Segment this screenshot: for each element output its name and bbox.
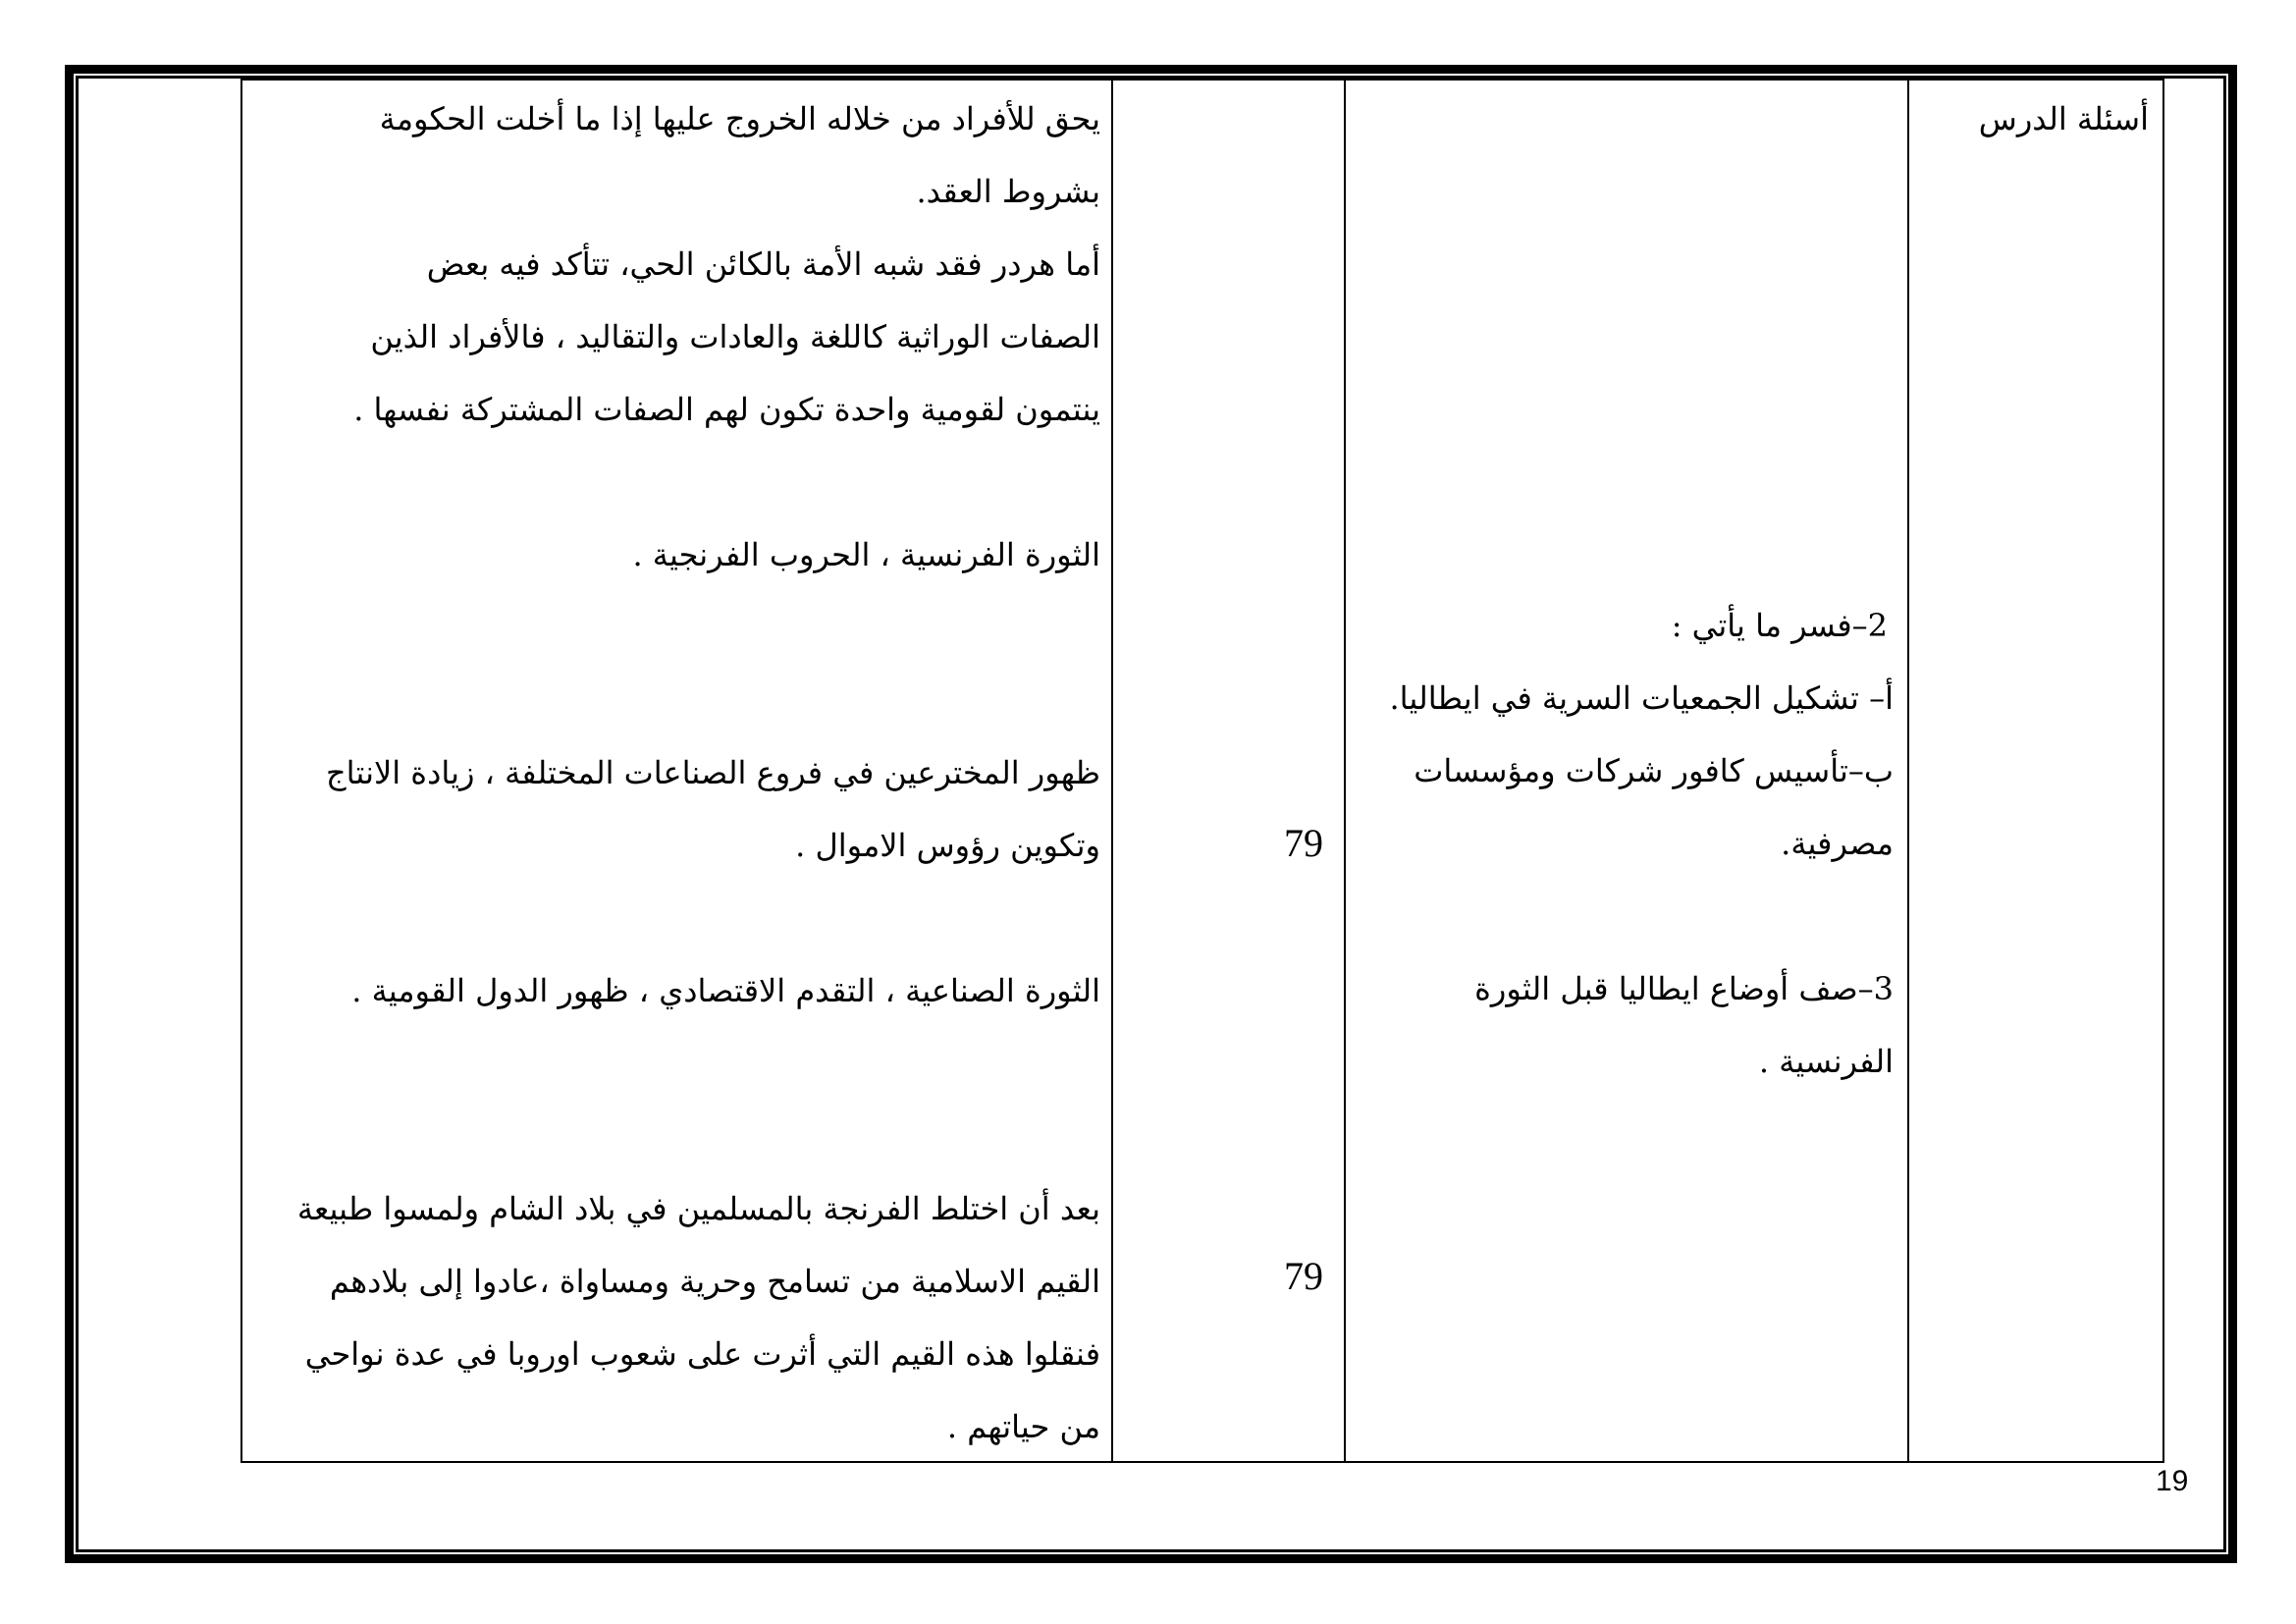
answer-4-line1: ظهور المخترعين في فروع الصناعات المختلفة ، زيادة الانتاج bbox=[326, 754, 1100, 791]
answer-1-line1: يحق للأفراد من خلاله الخروج عليها إذا ما أخلت الحكومة bbox=[379, 100, 1100, 137]
table-border-top bbox=[240, 79, 2164, 81]
spacer bbox=[297, 664, 1100, 736]
answer-6-line3: فنقلوا هذه القيم التي أثرت على شعوب اوروبا في عدة نواحي bbox=[304, 1335, 1100, 1373]
answer-2-line3: ينتمون لقومية واحدة تكون لهم الصفات المشتركة نفسها . bbox=[353, 391, 1100, 428]
questions-column bbox=[1389, 589, 1894, 1098]
question-2-b-line1: ب–تأسيس كافور شركات ومؤسسات bbox=[1414, 752, 1894, 789]
page-ref-2: 79 bbox=[1284, 1254, 1323, 1298]
table-border-right bbox=[2163, 79, 2164, 1463]
answer-6-line2: القيم الاسلامية من تسامح وحرية ومساواة ،عادوا إلى بلادهم bbox=[329, 1263, 1100, 1300]
column-divider-questions bbox=[1907, 79, 1909, 1463]
answer-6-line4: من حياتهم . bbox=[946, 1408, 1100, 1445]
spacer bbox=[1389, 880, 1894, 952]
question-3-line2: الفرنسية . bbox=[1758, 1043, 1894, 1080]
answer-6-line1: بعد أن اختلط الفرنجة بالمسلمين في بلاد الشام ولمسوا طبيعة bbox=[296, 1190, 1100, 1227]
lesson-questions-header: أسئلة الدرس bbox=[1978, 100, 2149, 137]
answer-5: الثورة الصناعية ، التقدم الاقتصادي ، ظهور الدول القومية . bbox=[351, 972, 1100, 1009]
spacer bbox=[297, 591, 1100, 664]
page-number: 19 bbox=[2156, 1465, 2189, 1497]
question-2-a: أ– تشكيل الجمعيات السرية في ايطاليا. bbox=[1389, 679, 1894, 717]
question-2-title: 2–فسر ما يأتي : bbox=[1671, 607, 1888, 644]
spacer bbox=[297, 446, 1100, 518]
answer-2-line2: الصفات الوراثية كاللغة والعادات والتقاليد ، فالأفراد الذين bbox=[370, 318, 1100, 355]
answers-column bbox=[297, 82, 1100, 1463]
answer-1-line2: بشروط العقد. bbox=[916, 173, 1100, 210]
column-divider-answers bbox=[1111, 79, 1113, 1463]
page-ref-1: 79 bbox=[1284, 821, 1323, 865]
answer-2-line1: أما هردر فقد شبه الأمة بالكائن الحي، تتأكد فيه بعض bbox=[426, 245, 1100, 283]
question-3-line1: 3–صف أوضاع ايطاليا قبل الثورة bbox=[1474, 970, 1894, 1007]
spacer bbox=[297, 1027, 1100, 1100]
spacer bbox=[297, 882, 1100, 954]
question-2-b-line2: مصرفية. bbox=[1781, 825, 1894, 862]
spacer bbox=[297, 1100, 1100, 1172]
column-divider-pages bbox=[1344, 79, 1346, 1463]
table-border-left bbox=[240, 79, 242, 1463]
answer-3: الثورة الفرنسية ، الحروب الفرنجية . bbox=[632, 536, 1100, 573]
answer-4-line2: وتكوين رؤوس الاموال . bbox=[795, 827, 1100, 864]
